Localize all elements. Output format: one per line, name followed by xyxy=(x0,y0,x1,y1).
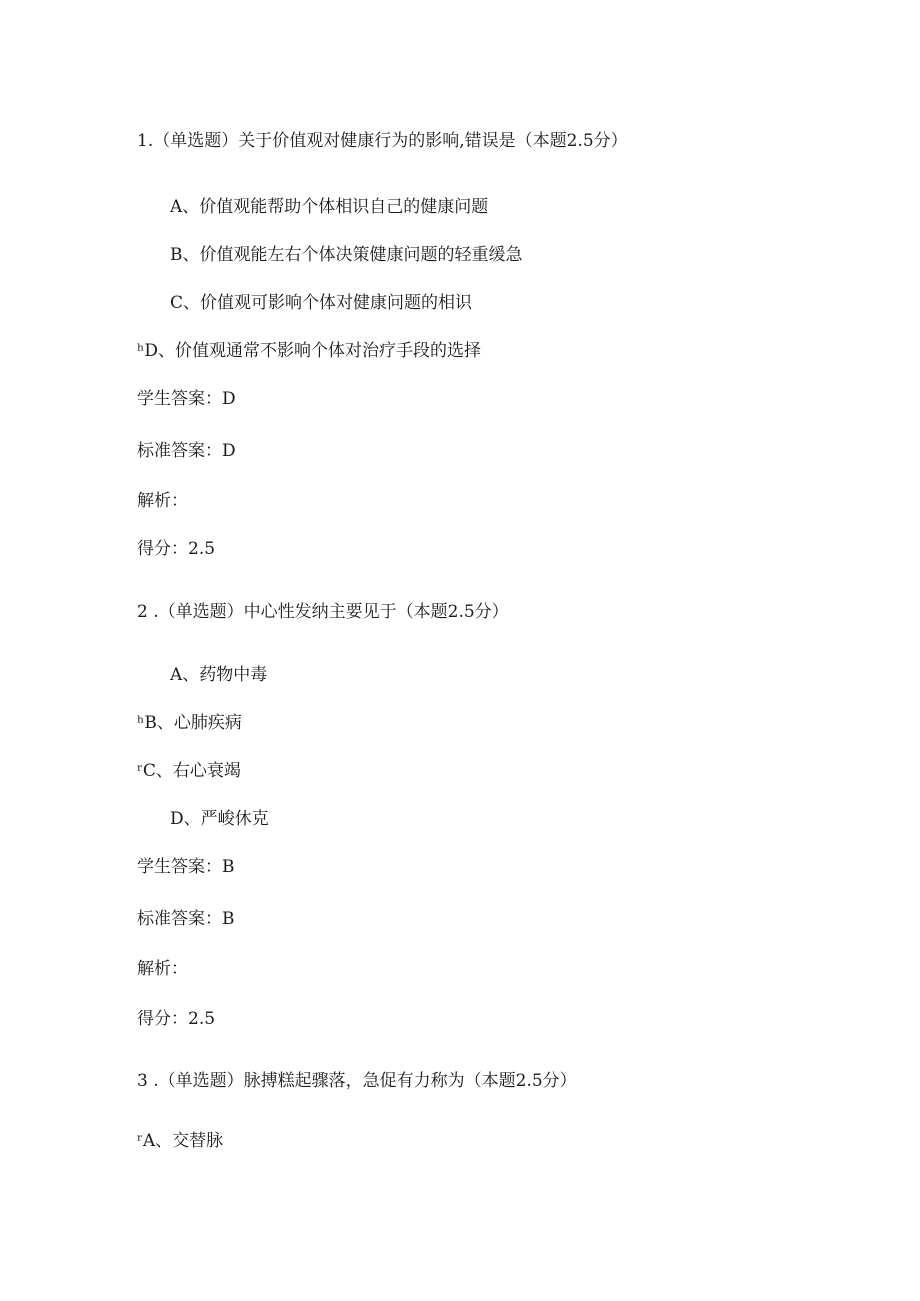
question-2-score: 得分：2.5 xyxy=(137,1009,216,1029)
question-2-option-b: ʰB、心肺疾病 xyxy=(137,713,242,733)
question-2-option-d: D、严峻休克 xyxy=(170,809,269,829)
question-2-option-c: ʳC、右心衰竭 xyxy=(137,761,241,781)
question-3-text: 3 .（单选题）脉搏糕起骤落，急促有力称为（本题2.5分） xyxy=(137,1071,577,1091)
question-1-standard-answer: 标准答案：D xyxy=(137,441,236,461)
question-1-text: 1.（单选题）关于价值观对健康行为的影响,错误是（本题2.5分） xyxy=(137,131,628,151)
question-1-option-b: B、价值观能左右个体决策健康问题的轻重缓急 xyxy=(170,245,523,265)
question-1-option-a: A、价值观能帮助个体相识自己的健康问题 xyxy=(170,197,489,217)
question-2-option-a: A、药物中毒 xyxy=(170,665,268,685)
question-1-student-answer: 学生答案：D xyxy=(137,389,236,409)
question-2-text: 2 .（单选题）中心性发纳主要见于（本题2.5分） xyxy=(137,602,509,622)
question-1-analysis: 解析： xyxy=(137,491,188,511)
question-3-option-a: ʳA、交替脉 xyxy=(137,1131,224,1151)
question-1-option-c: C、价值观可影响个体对健康问题的相识 xyxy=(170,293,473,313)
question-2-student-answer: 学生答案：B xyxy=(137,857,235,877)
question-2-analysis: 解析： xyxy=(137,959,188,979)
question-1-option-d: ʰD、价值观通常不影响个体对治疗手段的选择 xyxy=(137,341,481,361)
question-2-standard-answer: 标准答案：B xyxy=(137,909,235,929)
question-1-score: 得分：2.5 xyxy=(137,539,216,559)
